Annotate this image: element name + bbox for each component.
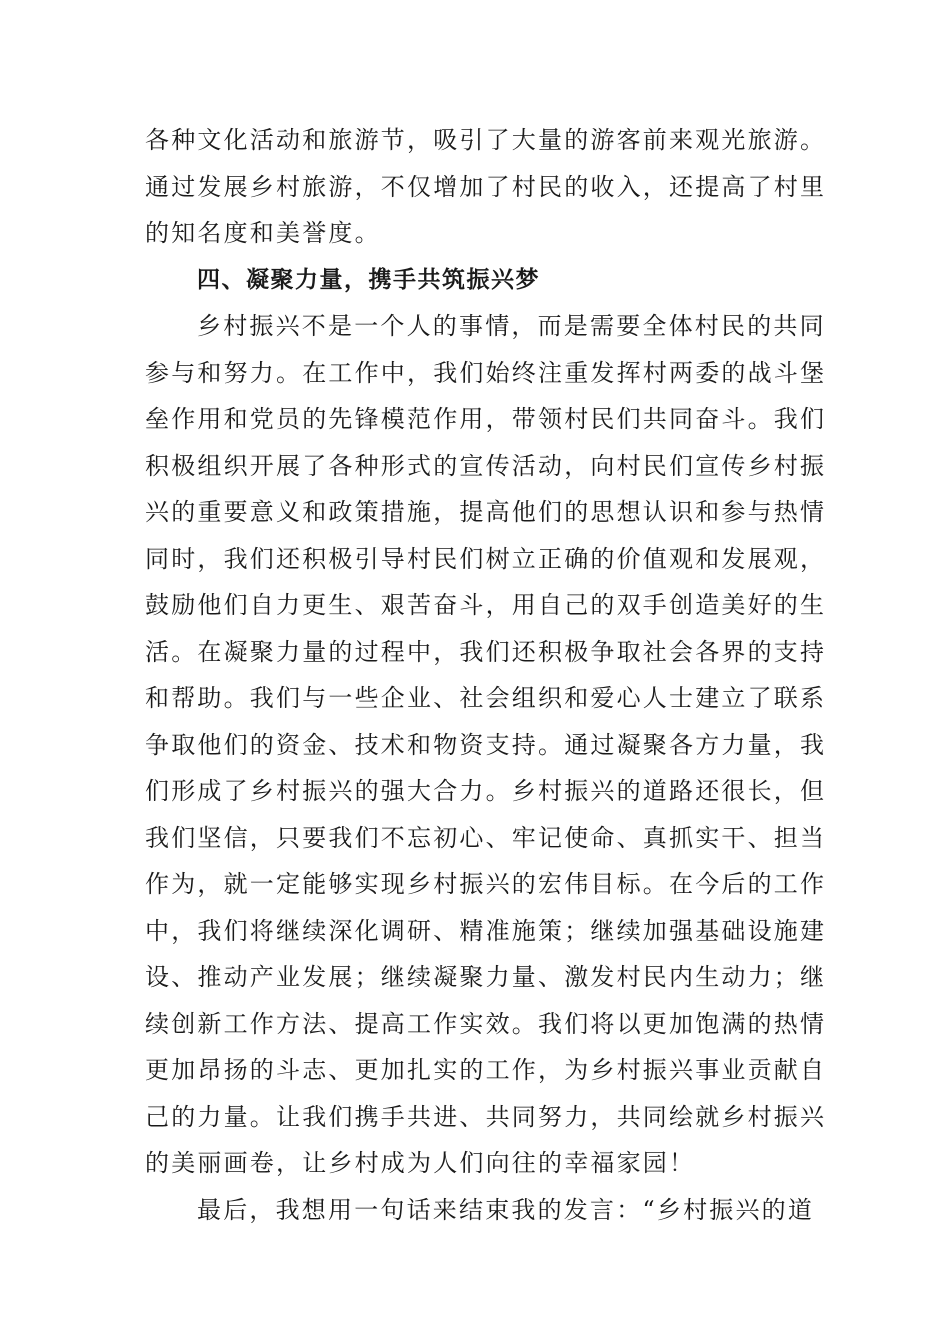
body-line: 设、推动产业发展；继续凝聚力量、激发村民内生动力；继 xyxy=(145,963,827,991)
body-line: 更加昂扬的斗志、更加扎实的工作，为乡村振兴事业贡献自 xyxy=(145,1056,827,1084)
body-line: 兴的重要意义和政策措施，提高他们的思想认识和参与热情 xyxy=(145,498,827,526)
intro-line: 的知名度和美誉度。 xyxy=(145,219,381,247)
body-line: 们形成了乡村振兴的强大合力。乡村振兴的道路还很长，但 xyxy=(145,777,827,805)
body-line: 同时，我们还积极引导村民们树立正确的价值观和发展观， xyxy=(145,544,827,573)
body-line: 的美丽画卷，让乡村成为人们向往的幸福家园！ xyxy=(145,1149,696,1177)
body-line: 垒作用和党员的先锋模范作用，带领村民们共同奋斗。我们 xyxy=(145,405,827,433)
body-line: 积极组织开展了各种形式的宣传活动，向村民们宣传乡村振 xyxy=(145,451,827,480)
body-line: 作为，就一定能够实现乡村振兴的宏伟目标。在今后的工作 xyxy=(145,870,827,898)
body-line: 中，我们将继续深化调研、精准施策；继续加强基础设施建 xyxy=(145,916,827,945)
body-line: 参与和努力。在工作中，我们始终注重发挥村两委的战斗堡 xyxy=(145,358,827,387)
body-line: 乡村振兴不是一个人的事情，而是需要全体村民的共同 xyxy=(197,312,826,340)
body-line: 争取他们的资金、技术和物资支持。通过凝聚各方力量，我 xyxy=(145,730,827,759)
body-line: 续创新工作方法、提高工作实效。我们将以更加饱满的热情 xyxy=(145,1009,827,1038)
body-line: 和帮助。我们与一些企业、社会组织和爱心人士建立了联系 xyxy=(145,684,827,712)
closing-line: 最后，我想用一句话来结束我的发言：“乡村振兴的道 xyxy=(197,1195,815,1224)
section-heading: 四、凝聚力量，携手共筑振兴梦 xyxy=(197,266,540,293)
body-line: 活。在凝聚力量的过程中，我们还积极争取社会各界的支持 xyxy=(145,637,827,666)
document-body xyxy=(145,117,827,1233)
body-line: 己的力量。让我们携手共进、共同努力，共同绘就乡村振兴 xyxy=(145,1102,827,1131)
intro-line: 各种文化活动和旅游节，吸引了大量的游客前来观光旅游。 xyxy=(145,126,827,154)
body-line: 我们坚信，只要我们不忘初心、牢记使命、真抓实干、担当 xyxy=(145,823,827,852)
intro-line: 通过发展乡村旅游，不仅增加了村民的收入，还提高了村里 xyxy=(145,172,827,201)
body-line: 鼓励他们自力更生、艰苦奋斗，用自己的双手创造美好的生 xyxy=(145,591,827,619)
